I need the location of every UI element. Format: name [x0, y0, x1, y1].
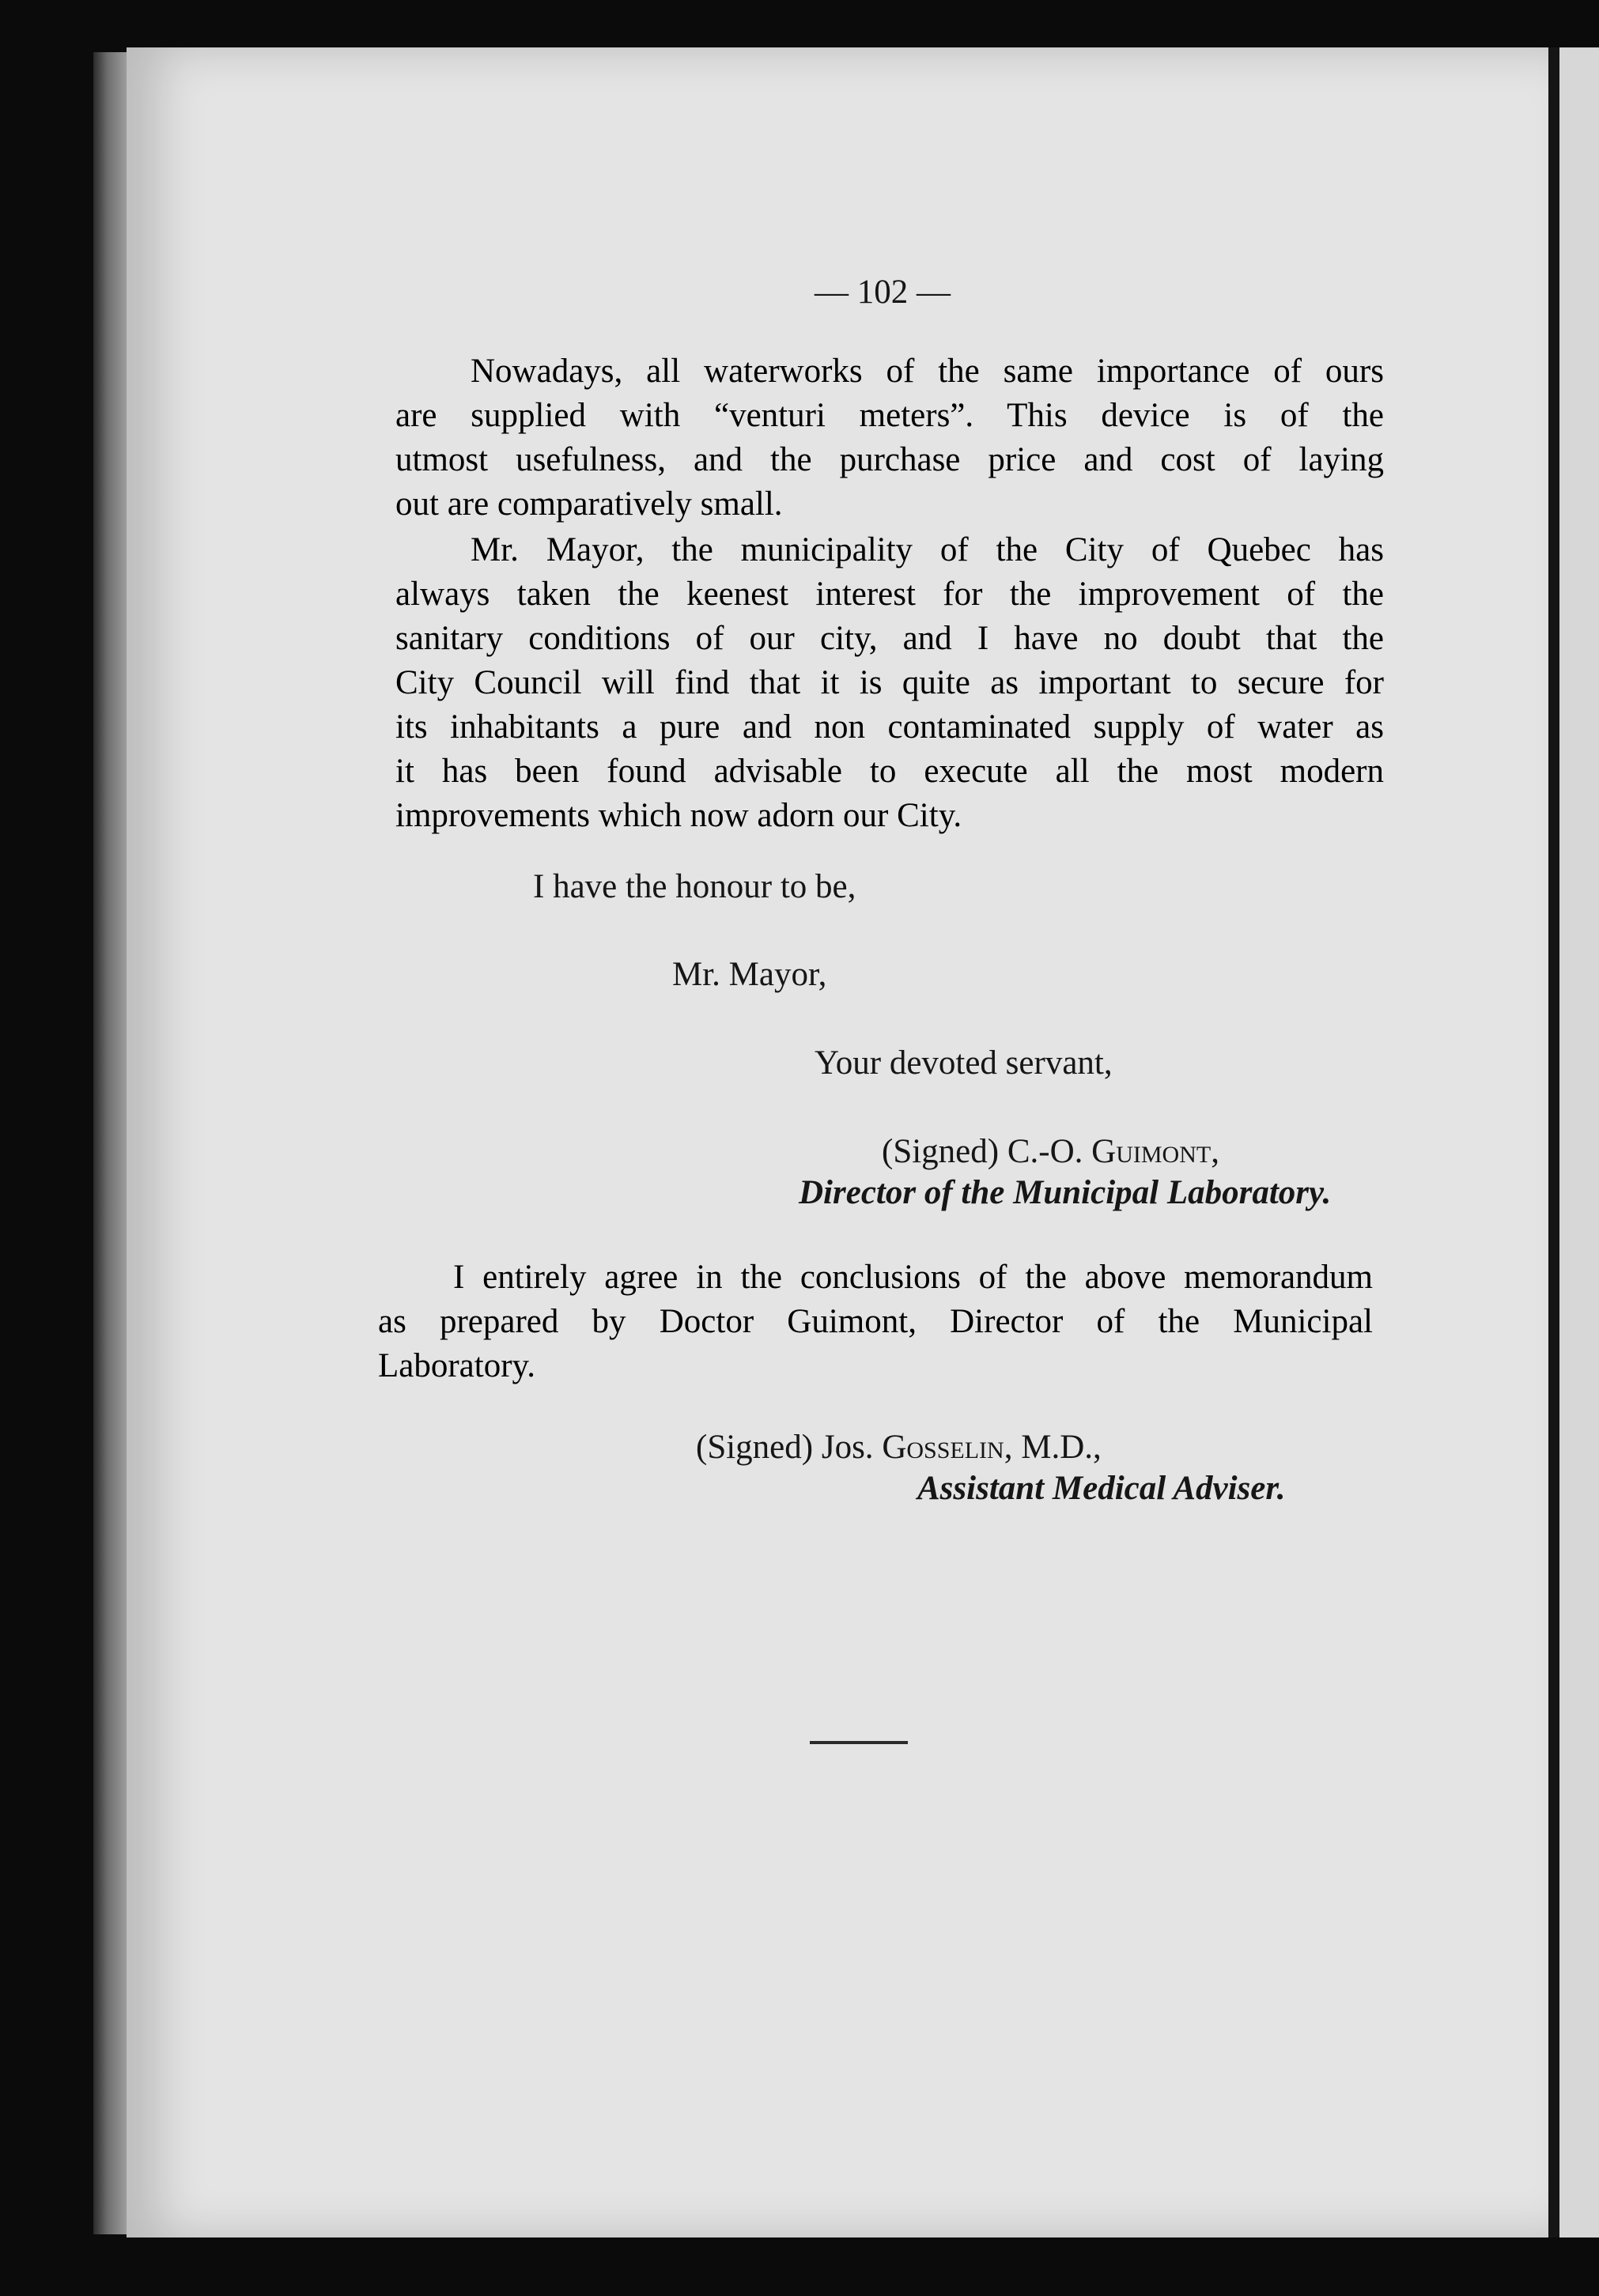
- paragraph-line: it has been found advisable to execute all the most modern: [395, 753, 1384, 790]
- signature-suffix: , M.D.,: [1004, 1429, 1102, 1466]
- paragraph-line: Mr. Mayor, the municipality of the City of Quebec has: [471, 531, 1384, 568]
- paragraph-line: City Council will find that it is quite as important to secure for: [395, 664, 1384, 701]
- signature-name: Gosselin: [882, 1429, 1004, 1466]
- paragraph-line: out are comparatively small.: [395, 485, 783, 523]
- closing-honour: I have the honour to be,: [533, 868, 856, 905]
- paragraph-line: I entirely agree in the conclusions of the above memorandum: [453, 1259, 1373, 1296]
- paragraph-line: sanitary conditions of our city, and I have no doubt that the: [395, 620, 1384, 657]
- paragraph-line: Laboratory.: [378, 1347, 535, 1384]
- page-right-edge: [1548, 47, 1559, 2237]
- paragraph-line: improvements which now adorn our City.: [395, 797, 962, 834]
- signature-gosselin-title: Assistant Medical Adviser.: [917, 1470, 1286, 1507]
- paragraph-line: always taken the keenest interest for the improvement of the: [395, 576, 1384, 613]
- signature-gosselin: [696, 1428, 1102, 1467]
- signature-name: Guimont: [1091, 1133, 1212, 1170]
- paragraph-line: Nowadays, all waterworks of the same importance of ours: [471, 353, 1384, 390]
- paragraph-venturi-meters: [395, 349, 1384, 527]
- paragraph-line: as prepared by Doctor Guimont, Director of the Municipal: [378, 1303, 1373, 1340]
- signature-suffix: ,: [1211, 1133, 1219, 1170]
- adjacent-page-strip: [1559, 47, 1599, 2237]
- signature-guimont-title: Director of the Municipal Laboratory.: [799, 1174, 1332, 1211]
- signature-guimont: [882, 1132, 1219, 1171]
- page-number: — 102 —: [815, 274, 951, 311]
- paragraph-agreement: [378, 1256, 1373, 1388]
- signature-prefix: (Signed) C.-O.: [882, 1133, 1092, 1170]
- paragraph-line: its inhabitants a pure and non contaminated supply of water as: [395, 708, 1384, 746]
- paragraph-line: utmost usefulness, and the purchase price and cost of laying: [395, 441, 1384, 478]
- closing-salutation: Mr. Mayor,: [672, 956, 827, 993]
- paragraph-municipality: [395, 528, 1384, 838]
- paragraph-line: are supplied with “venturi meters”. This device is of the: [395, 397, 1384, 434]
- end-rule: [810, 1741, 908, 1744]
- closing-servant: Your devoted servant,: [815, 1044, 1113, 1082]
- signature-prefix: (Signed) Jos.: [696, 1429, 883, 1466]
